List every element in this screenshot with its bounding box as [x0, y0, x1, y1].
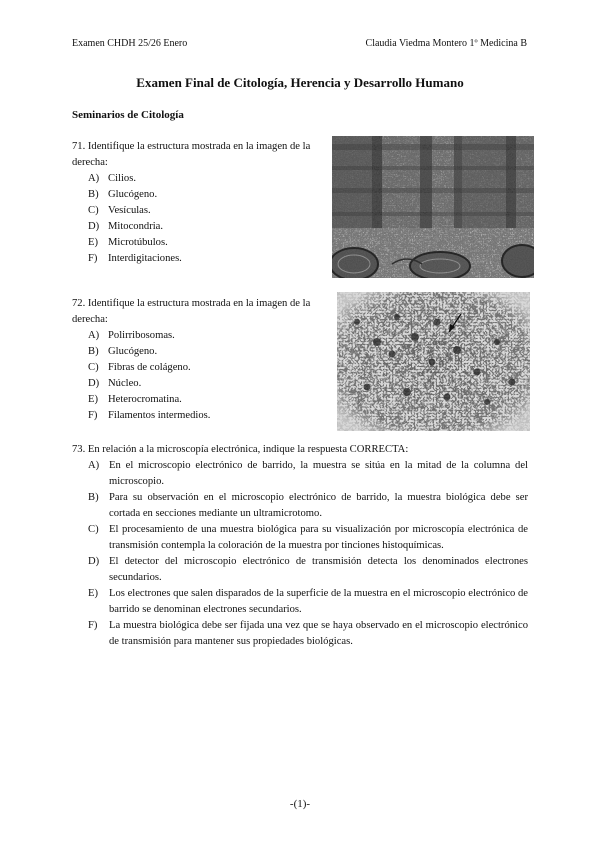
- section-heading: Seminarios de Citología: [72, 109, 184, 121]
- option-text: Los electrones que salen disparados de la superficie de la muestra en el microscopio electrónico de barrido se denominan electrones secundarios.: [109, 588, 528, 615]
- option-text: Núcleo.: [108, 378, 142, 389]
- option-letter: E): [88, 394, 98, 405]
- option-text: Para su observación en el microscopio electrónico de barrido, la muestra biológica debe ser cortada en secciones mediante un ultramicrotomo.: [109, 492, 528, 519]
- option-c: [72, 522, 528, 554]
- option-a: [72, 171, 324, 187]
- page-title: Examen Final de Citología, Herencia y Desarrollo Humano: [136, 75, 464, 90]
- page-number: -(1)-: [289, 798, 311, 810]
- option-list: [72, 171, 324, 267]
- option-letter: D): [88, 556, 100, 567]
- option-text: Vesículas.: [108, 205, 151, 216]
- option-letter: D): [88, 221, 100, 232]
- option-f: [72, 618, 528, 650]
- option-list: [72, 328, 324, 424]
- question-73: [72, 442, 528, 650]
- header-left: Examen CHDH 25/26 Enero: [72, 38, 188, 49]
- micrograph-72-image: [337, 292, 530, 431]
- header-right: Claudia Viedma Montero 1º Medicina B: [365, 38, 527, 49]
- question-72: [72, 296, 324, 424]
- option-e: [72, 235, 324, 251]
- option-f: [72, 408, 324, 424]
- option-d: [72, 554, 528, 586]
- micrograph-72: [337, 292, 530, 431]
- option-text: Filamentos intermedios.: [108, 410, 211, 421]
- option-e: [72, 392, 324, 408]
- option-text: Heterocromatina.: [108, 394, 182, 405]
- option-text: Cilios.: [108, 173, 136, 184]
- option-e: [72, 586, 528, 618]
- option-text: Glucógeno.: [108, 189, 158, 200]
- option-letter: B): [88, 492, 99, 503]
- question-stem: 71. Identifique la estructura mostrada en la imagen de la derecha:: [72, 141, 311, 168]
- option-d: [72, 376, 324, 392]
- option-c: [72, 203, 324, 219]
- option-text: Glucógeno.: [108, 346, 158, 357]
- option-d: [72, 219, 324, 235]
- micrograph-71: [332, 136, 534, 278]
- option-letter: D): [88, 378, 100, 389]
- option-letter: F): [88, 253, 98, 264]
- option-text: Interdigitaciones.: [108, 253, 182, 264]
- option-text: El detector del microscopio electrónico de transmisión detecta los denominados electrones secundarios.: [109, 556, 528, 583]
- option-text: Fibras de colágeno.: [108, 362, 191, 373]
- question-71: [72, 139, 324, 267]
- option-b: [72, 187, 324, 203]
- option-c: [72, 360, 324, 376]
- option-letter: C): [88, 362, 99, 373]
- option-b: [72, 344, 324, 360]
- option-letter: B): [88, 346, 99, 357]
- option-text: El procesamiento de una muestra biológica para su visualización por microscopía electrónica de transmisión contempla la coloración de la muestra por tinciones histoquímicas.: [109, 524, 528, 551]
- question-stem: 73. En relación a la microscopía electrónica, indique la respuesta CORRECTA:: [72, 444, 409, 455]
- option-a: [72, 328, 324, 344]
- option-letter: F): [88, 410, 98, 421]
- option-text: La muestra biológica debe ser fijada una vez que se haya observado en el microscopio electrónico de transmisión para mantener sus propiedades biológicas.: [109, 620, 528, 647]
- option-letter: A): [88, 460, 100, 471]
- option-text: Microtúbulos.: [108, 237, 168, 248]
- option-letter: E): [88, 237, 98, 248]
- option-b: [72, 490, 528, 522]
- micrograph-71-image: [332, 136, 534, 278]
- option-text: Mitocondria.: [108, 221, 164, 232]
- option-text: En el microscopio electrónico de barrido, la muestra se sitúa en la mitad de la columna del microscopio.: [109, 460, 528, 487]
- option-letter: A): [88, 330, 100, 341]
- option-list: [72, 458, 528, 650]
- option-letter: A): [88, 173, 100, 184]
- option-letter: F): [88, 620, 98, 631]
- option-letter: C): [88, 205, 99, 216]
- option-f: [72, 251, 324, 267]
- option-a: [72, 458, 528, 490]
- option-letter: C): [88, 524, 99, 535]
- option-letter: B): [88, 189, 99, 200]
- question-stem: 72. Identifique la estructura mostrada en la imagen de la derecha:: [72, 298, 311, 325]
- option-letter: E): [88, 588, 98, 599]
- option-text: Polirribosomas.: [108, 330, 175, 341]
